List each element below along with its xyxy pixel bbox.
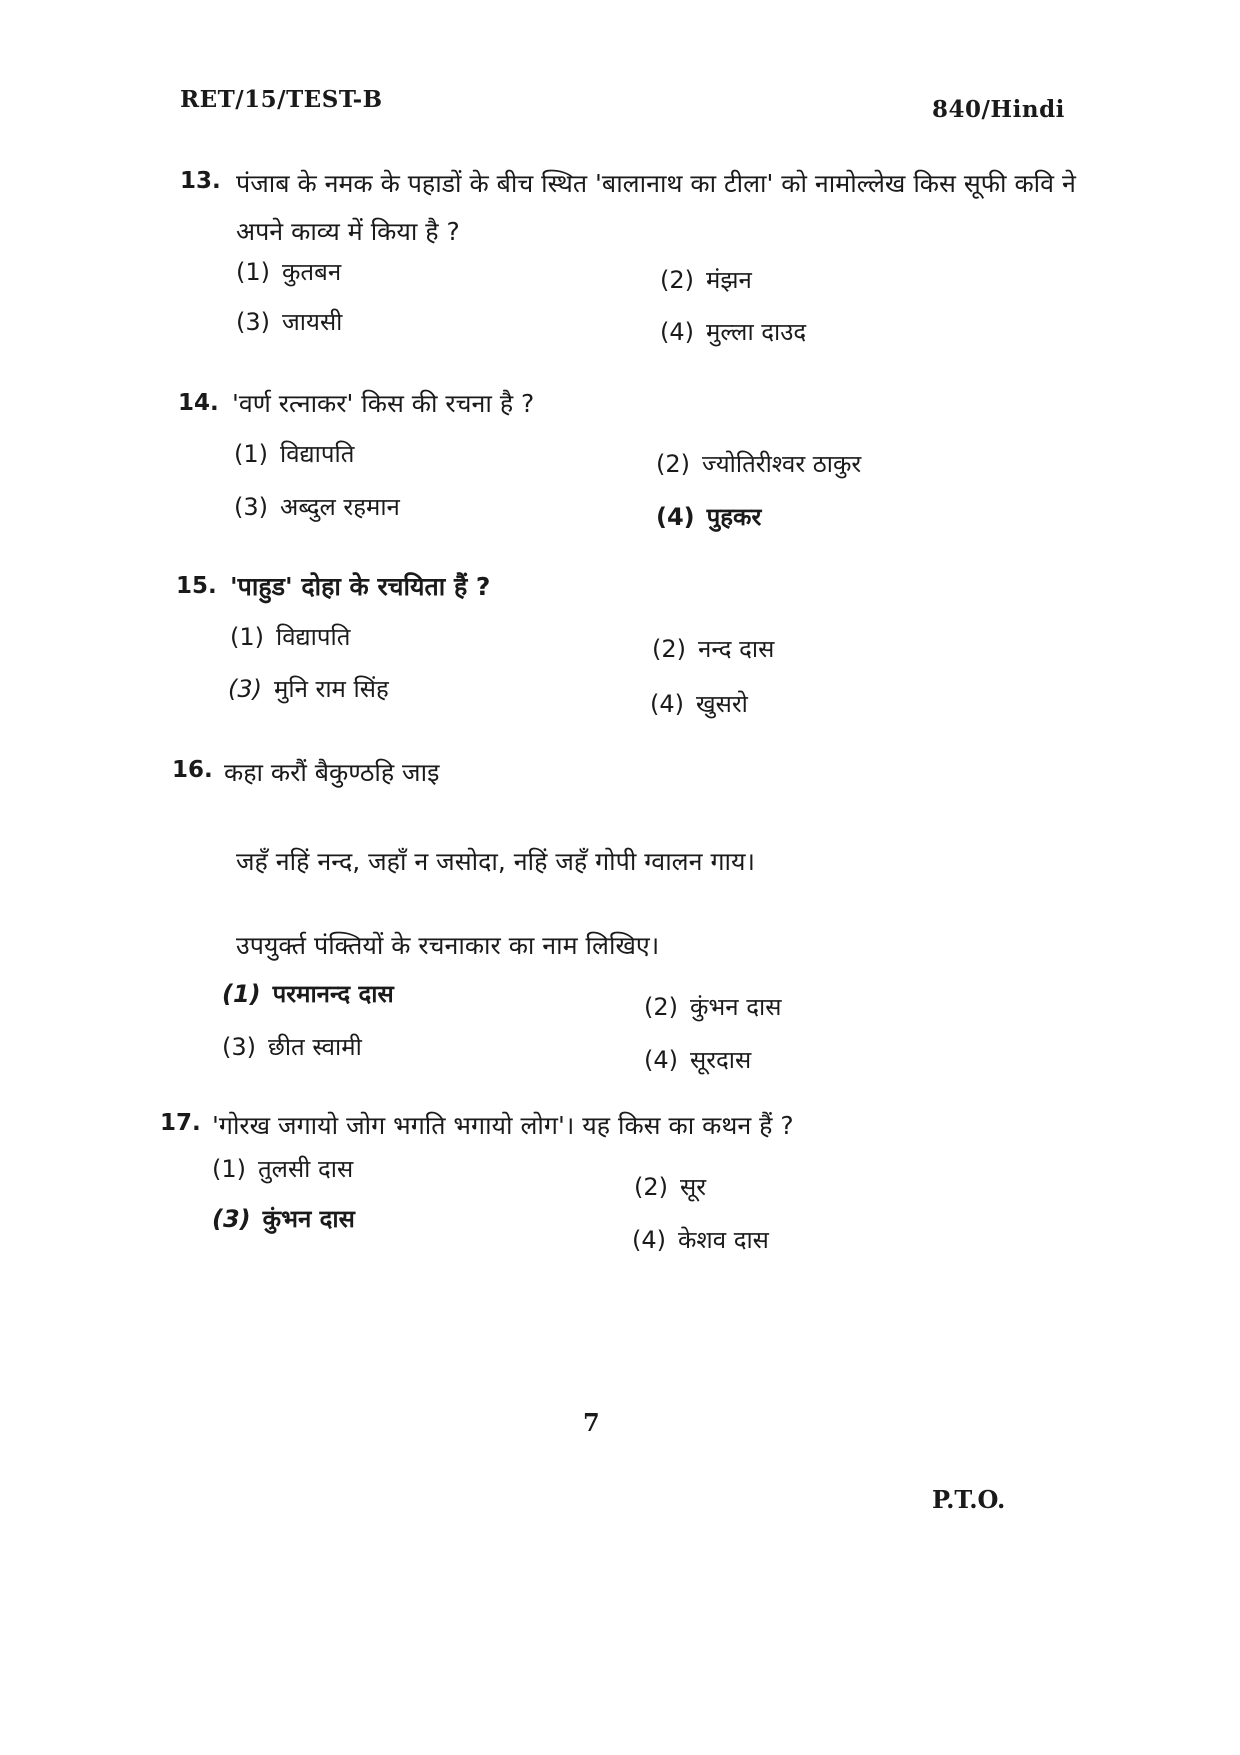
question-13-option-2: (2) मंझन xyxy=(660,266,752,294)
question-13-number: 13. xyxy=(180,168,221,194)
question-14-option-2: (2) ज्योतिरीश्वर ठाकुर xyxy=(656,450,862,478)
question-17-option-1: (1) तुलसी दास xyxy=(212,1155,354,1183)
page-number: 7 xyxy=(583,1408,600,1437)
question-16-instruction: उपयुर्क्त पंक्तियों के रचनाकार का नाम लिखिए। xyxy=(236,931,660,960)
question-14-option-1: (1) विद्यापति xyxy=(234,440,355,468)
question-15-option-3: (3) मुनि राम सिंह xyxy=(228,675,389,703)
question-17-option-3: (3) कुंभन दास xyxy=(212,1205,355,1233)
question-15-option-2: (2) नन्द दास xyxy=(652,635,775,663)
question-14-number: 14. xyxy=(178,390,219,416)
question-17-option-2: (2) सूर xyxy=(634,1173,707,1201)
question-15-option-1: (1) विद्यापति xyxy=(230,623,351,651)
question-13-option-4: (4) मुल्ला दाउद xyxy=(660,318,807,346)
question-15-option-4: (4) खुसरो xyxy=(650,690,748,718)
question-15-number: 15. xyxy=(176,573,217,599)
question-16-option-1: (1) परमानन्द दास xyxy=(222,980,394,1008)
question-14-option-4: (4) पुहकर xyxy=(656,503,762,531)
question-16-number: 16. xyxy=(172,757,213,783)
question-17-option-4: (4) केशव दास xyxy=(632,1226,769,1254)
question-17-text: 'गोरख जगायो जोग भगति भगायो लोग'। यह किस का कथन हैं ? xyxy=(212,1111,794,1140)
question-16-option-3: (3) छीत स्वामी xyxy=(222,1033,362,1061)
question-16-text: कहा करौं बैकुण्ठहि जाइ xyxy=(224,758,440,787)
question-14-option-3: (3) अब्दुल रहमान xyxy=(234,493,400,521)
question-13-option-3: (3) जायसी xyxy=(236,308,343,336)
question-17-number: 17. xyxy=(160,1110,201,1136)
test-code: RET/15/TEST-B xyxy=(180,86,383,113)
question-16-option-2: (2) कुंभन दास xyxy=(644,993,782,1021)
question-15-text: 'पाहुड' दोहा के रचयिता हैं ? xyxy=(230,572,491,601)
question-14-text: 'वर्ण रत्नाकर' किस की रचना है ? xyxy=(232,389,535,418)
question-16-verse: जहँ नहिं नन्द, जहाँ न जसोदा, नहिं जहँ गोपी ग्वालन गाय। xyxy=(236,847,755,876)
question-16-option-4: (4) सूरदास xyxy=(644,1046,752,1074)
paper-code: 840/Hindi xyxy=(932,96,1065,123)
question-13-text: पंजाब के नमक के पहाडों के बीच स्थित 'बालानाथ का टीला' को नामोल्लेख किस सूफी कवि ने अपने काव्य में किया है ? xyxy=(236,169,1076,246)
question-13-option-1: (1) कुतबन xyxy=(236,258,342,286)
please-turn-over: P.T.O. xyxy=(932,1485,1006,1514)
